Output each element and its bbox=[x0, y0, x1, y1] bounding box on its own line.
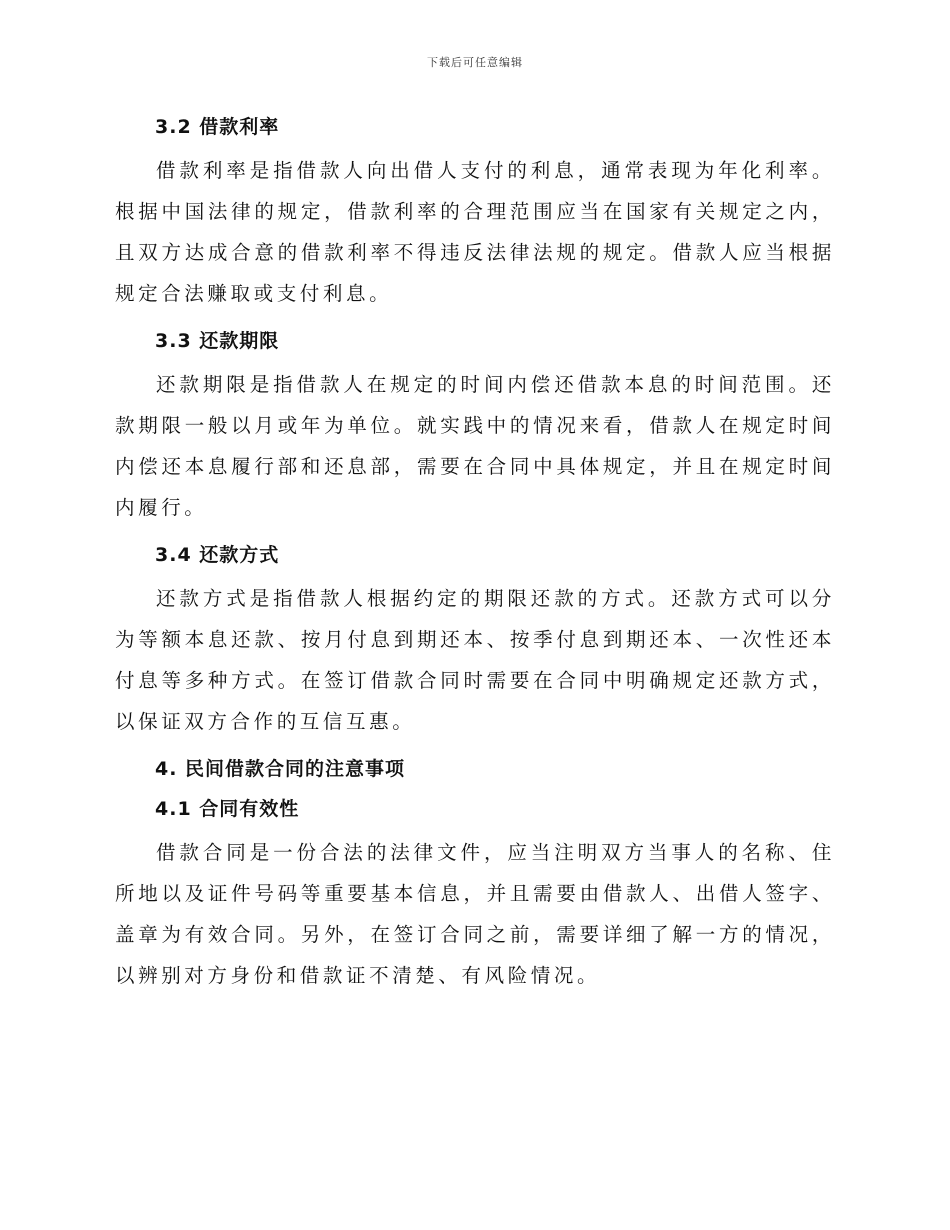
section-heading-3-2: 3.2 借款利率 bbox=[155, 116, 280, 138]
section-heading-3-4: 3.4 还款方式 bbox=[155, 544, 280, 566]
section-heading-4: 4. 民间借款合同的注意事项 bbox=[155, 758, 406, 780]
section-paragraph-4-1: 借款合同是一份合法的法律文件，应当注明双方当事人的名称、住所地以及证件号码等重要基本信息，并且需要由借款人、出借人签字、盖章为有效合同。另外，在签订合同之前，需要详细了解一方的情况，以辨别对方身份和借款证不清楚、有风险情况。 bbox=[115, 841, 835, 987]
section-paragraph-3-3: 还款期限是指借款人在规定的时间内偿还借款本息的时间范围。还款期限一般以月或年为单位。就实践中的情况来看，借款人在规定时间内偿还本息履行部和还息部，需要在合同中具体规定，并且在规定时间内履行。 bbox=[115, 373, 835, 519]
section-paragraph-3-4: 还款方式是指借款人根据约定的期限还款的方式。还款方式可以分为等额本息还款、按月付息到期还本、按季付息到期还本、一次性还本付息等多种方式。在签订借款合同时需要在合同中明确规定还款方式，以保证双方合作的互信互惠。 bbox=[115, 587, 835, 733]
section-heading-4-1: 4.1 合同有效性 bbox=[155, 798, 300, 820]
page-header-note: 下载后可任意编辑 bbox=[427, 56, 523, 69]
section-paragraph-3-2: 借款利率是指借款人向出借人支付的利息，通常表现为年化利率。根据中国法律的规定，借款利率的合理范围应当在国家有关规定之内，且双方达成合意的借款利率不得违反法律法规的规定。借款人应当根据规定合法赚取或支付利息。 bbox=[115, 159, 835, 305]
section-heading-3-3: 3.3 还款期限 bbox=[155, 330, 280, 352]
document-body bbox=[115, 110, 835, 1006]
